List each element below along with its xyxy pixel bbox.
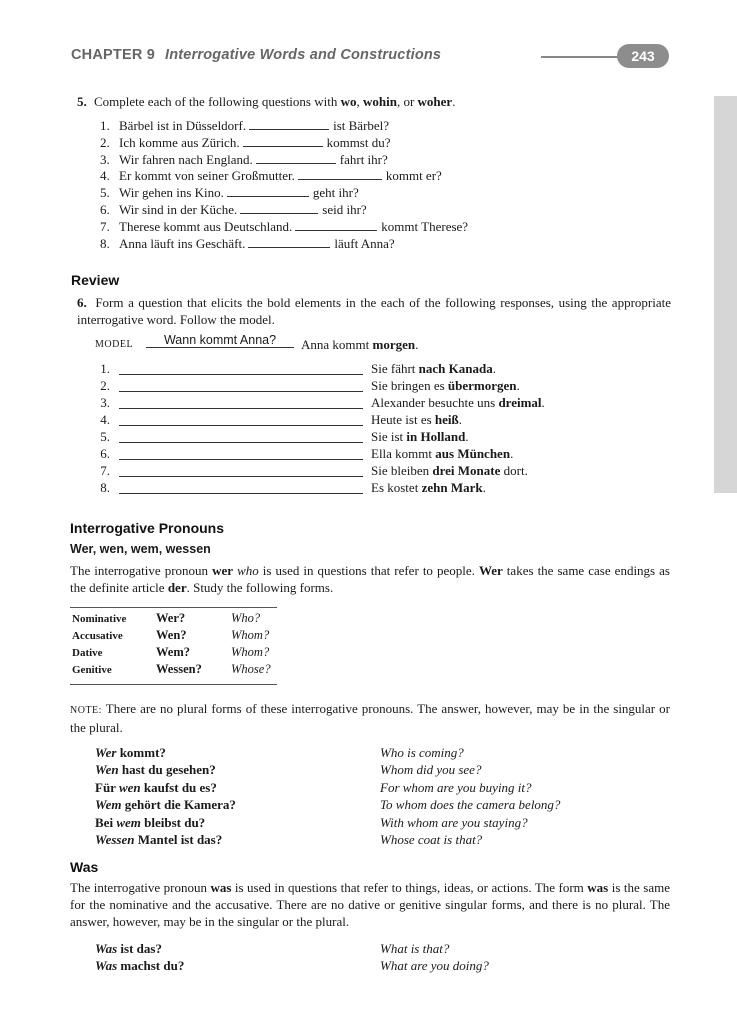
pronouns-paragraph: The interrogative pronoun wer who is used in questions that refer to people. Wer takes the same case endings as the definite article der. Study the following forms. [70,563,670,595]
item-number: 2. [100,378,110,393]
english-translation: Whose coat is that? [380,832,483,847]
german-example: Wer kommt? [95,745,166,760]
answer-blank[interactable] [249,129,329,130]
answer-line[interactable] [119,425,363,426]
review-response: Heute ist es heiß. [371,412,462,427]
item-question-end: geht ihr? [312,185,359,201]
german-example: Wessen Mantel ist das? [95,832,223,847]
review-response: Sie bleiben drei Monate dort. [371,463,528,478]
answer-line[interactable] [119,391,363,392]
item-question-end: kommst du? [326,134,391,150]
model-answer: Wann kommt Anna? [146,333,294,348]
item-sentence: Wir gehen ins Kino. [119,185,224,201]
form-row [70,610,281,627]
german-example: Für wen kaufst du es? [95,779,217,795]
form-row [70,661,281,678]
answer-blank[interactable] [243,146,323,147]
item-question-end: seid ihr? [322,202,367,217]
review-response: Sie fährt nach Kanada. [371,361,496,376]
item-number: 4. [100,412,110,427]
item-number: 6. [100,202,110,217]
review-response: Es kostet zehn Mark. [371,480,486,495]
item-number: 2. [100,134,110,150]
answer-blank[interactable] [240,213,318,214]
german-form: Wessen? [156,662,202,676]
item-number: 1. [100,361,110,376]
item-sentence: Er kommt von seiner Großmutter. [119,168,295,184]
note-label: NOTE: [70,705,102,716]
english-translation: What is that? [380,941,450,956]
english-form: Whom? [231,628,270,642]
exercise-number: 6. [77,295,87,310]
german-example: Was machst du? [95,958,185,974]
model-response: Anna kommt morgen. [301,337,419,352]
exercise-6-instruction: 6. Form a question that elicits the bold elements in the each of the following responses, using the appropriate interrogative word. Follow the model. [77,295,671,327]
item-number: 8. [100,480,110,495]
running-header [71,47,441,63]
item-question-end: kommt Therese? [381,218,469,234]
form-row [70,644,281,661]
english-translation: To whom does the camera belong? [380,797,561,813]
answer-line[interactable] [119,442,363,443]
exercise-5-item [100,219,468,235]
chapter-label: CHAPTER 9 [71,47,155,63]
answer-blank[interactable] [248,247,330,248]
answer-blank[interactable] [298,179,382,180]
was-heading: Was [70,859,99,875]
answer-line[interactable] [119,408,363,409]
model-label: MODEL [95,339,134,350]
answer-blank[interactable] [256,163,336,164]
english-translation: Whom did you see? [380,762,482,778]
review-heading: Review [71,272,120,288]
english-translation: For whom are you buying it? [380,779,532,795]
exercise-5-item [100,236,395,252]
item-question-end: ist Bärbel? [333,118,390,133]
item-question-end: fahrt ihr? [339,151,388,167]
item-number: 7. [100,218,110,234]
item-number: 1. [100,118,110,133]
english-form: Who? [231,611,261,625]
exercise-5-instruction: 5. Complete each of the following questions with wo, wohin, or woher. [77,94,456,109]
pronoun-forms-table [70,610,281,678]
answer-blank[interactable] [295,230,377,231]
item-number: 5. [100,429,110,444]
item-sentence: Bärbel ist in Düsseldorf. [119,118,247,133]
english-translation: What are you doing? [380,958,489,974]
item-number: 7. [100,463,110,478]
english-translation: Who is coming? [380,745,464,760]
exercise-5-item [100,118,389,134]
form-row [70,627,281,644]
answer-line[interactable] [119,476,363,477]
exercise-5-item [100,135,391,151]
item-number: 6. [100,446,110,461]
exercise-5-item [100,152,388,168]
item-number: 8. [100,235,110,251]
exercise-5-item [100,202,367,218]
review-response: Sie ist in Holland. [371,429,469,444]
german-example: Bei wem bleibst du? [95,814,206,830]
english-form: Whose? [231,662,271,676]
answer-blank[interactable] [227,196,309,197]
german-example: Wen hast du gesehen? [95,762,216,778]
case-name: Dative [72,646,103,659]
german-form: Wen? [156,628,187,642]
german-example: Was ist das? [95,941,162,956]
german-form: Wem? [156,645,191,659]
exercise-5-item [100,185,359,201]
case-name: Genitive [72,663,112,676]
exercise-number: 5. [77,94,87,109]
pronouns-heading: Interrogative Pronouns [70,520,225,536]
english-form: Whom? [231,645,270,659]
item-number: 4. [100,168,110,184]
item-question-end: kommt er? [385,168,442,184]
item-sentence: Therese kommt aus Deutschland. [119,218,293,234]
note-paragraph: NOTE: There are no plural forms of these interrogative pronouns. The answer, however, may be in the singular or the plural. [70,701,670,735]
review-response: Ella kommt aus München. [371,446,514,461]
answer-line[interactable] [119,459,363,460]
english-translation: With whom are you staying? [380,814,528,830]
chapter-title: Interrogative Words and Constructions [164,47,442,63]
was-paragraph: The interrogative pronoun was is used in questions that refer to things, ideas, or actions. The form was is the same for the nominative and the accusative. There are no dative or genitive singular forms, and there is no plural. The answer, however, may be in the singular or the plural. [70,880,670,929]
review-response: Alexander besuchte uns dreimal. [371,395,545,410]
item-number: 3. [100,395,110,410]
item-sentence: Anna läuft ins Geschäft. [119,235,246,251]
item-number: 3. [100,151,110,167]
item-sentence: Wir sind in der Küche. [119,202,238,217]
pronouns-subheading: Wer, wen, wem, wessen [70,542,211,556]
table-bottom-rule [70,684,277,685]
item-sentence: Wir fahren nach England. [119,151,253,167]
german-example: Wem gehört die Kamera? [95,797,236,813]
german-form: Wer? [156,611,186,625]
answer-line[interactable] [119,374,363,375]
case-name: Nominative [72,612,127,625]
case-name: Accusative [72,629,123,642]
page-number-badge: 243 [617,44,669,68]
item-question-end: läuft Anna? [334,235,395,251]
side-thumb-tab [714,96,737,493]
table-top-rule [70,607,277,608]
item-number: 5. [100,185,110,201]
exercise-5-item [100,168,442,184]
item-sentence: Ich komme aus Zürich. [119,134,240,150]
answer-line[interactable] [119,493,363,494]
review-response: Sie bringen es übermorgen. [371,378,520,393]
